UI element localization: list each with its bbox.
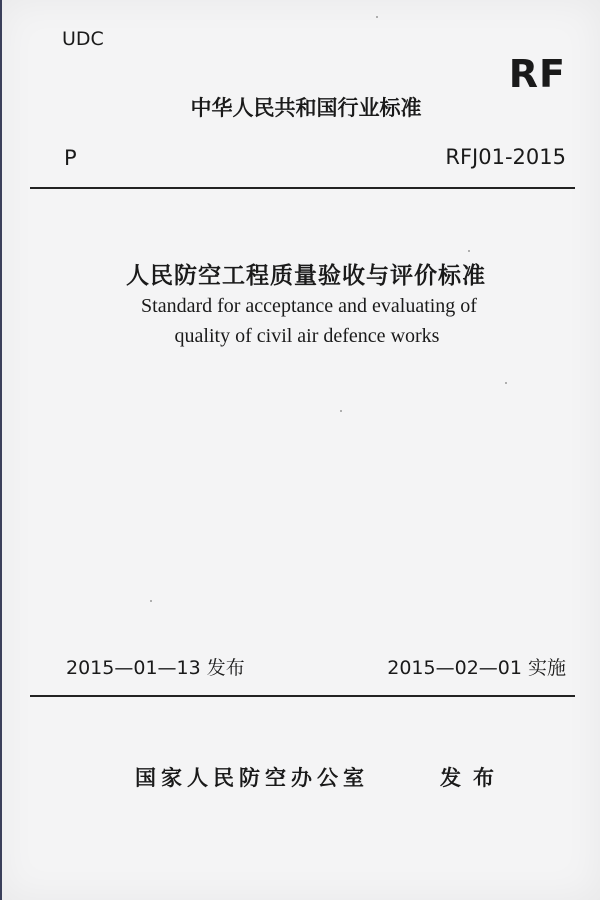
publish-label: 发布 (440, 766, 506, 790)
issuing-authority: 国家人民防空办公室 (135, 766, 369, 790)
paper-speck (468, 250, 470, 252)
bottom-divider (30, 695, 575, 697)
standard-code: RFJ01-2015 (445, 145, 566, 169)
title-chinese: 人民防空工程质量验收与评价标准 (126, 263, 486, 289)
paper-speck (376, 16, 378, 18)
left-border (0, 0, 2, 900)
paper-speck (150, 600, 152, 602)
title-english-line1: Standard for acceptance and evaluating of (141, 295, 477, 317)
paper-speck (340, 410, 342, 412)
top-divider (30, 187, 575, 189)
classification-label: P (64, 146, 77, 170)
udc-label: UDC (62, 28, 104, 50)
implementation-date: 2015—02—01 实施 (387, 657, 566, 679)
title-english-line2: quality of civil air defence works (174, 325, 440, 347)
standard-mark: RF (508, 52, 566, 96)
industry-standard-heading: 中华人民共和国行业标准 (190, 96, 422, 120)
issue-date: 2015—01—13 发布 (66, 657, 245, 679)
paper-speck (505, 382, 507, 384)
